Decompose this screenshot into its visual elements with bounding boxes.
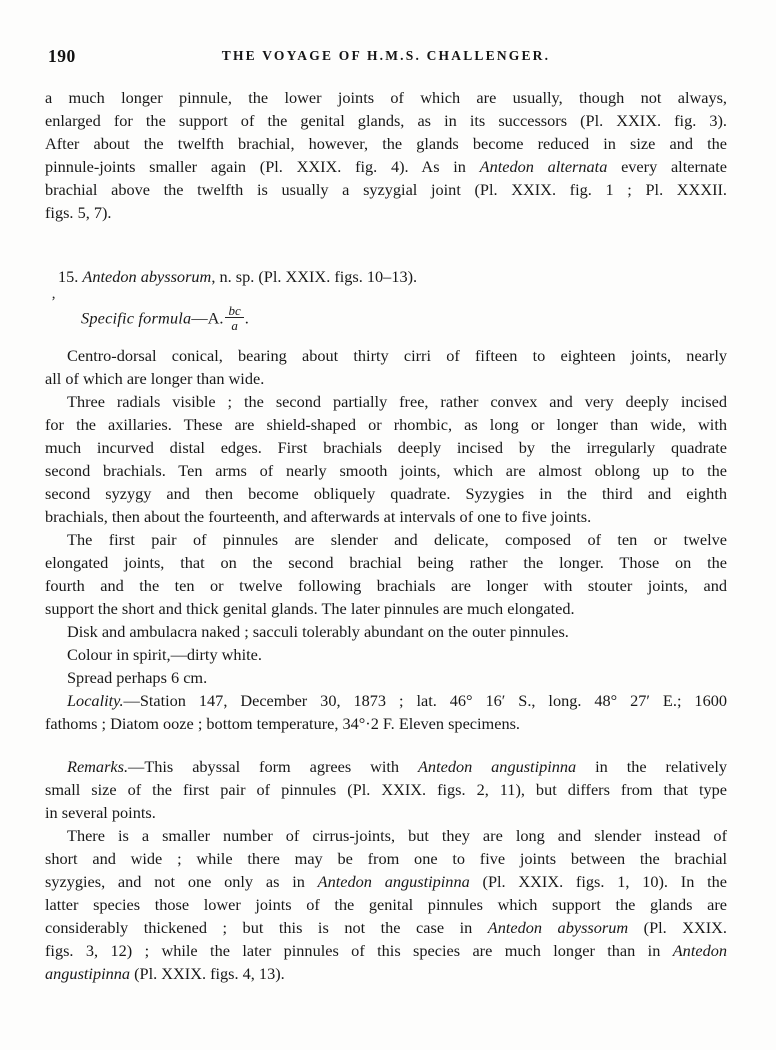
page-body-text [45, 0, 727, 985]
text-line: enlarged for the support of the genital glands, as in its successors (Pl. XXIX. fig. 3). [45, 111, 727, 130]
line-spread [45, 666, 727, 689]
species-heading [45, 265, 727, 288]
line-disk-ambulacra [45, 620, 727, 643]
text-line: figs. 3, 12) ; while the later pinnules of this species are much longer than in Antedon [45, 941, 727, 960]
text-line: Centro-dorsal conical, bearing about thirty cirri of fifteen to eighteen joints, nearly [67, 346, 727, 365]
paragraph-radials-arms [45, 390, 727, 528]
text-line: figs. 5, 7). [45, 203, 112, 222]
line-colour [45, 643, 727, 666]
specific-formula-text [81, 304, 249, 336]
paragraph-remarks [45, 755, 727, 824]
paragraph-comparison [45, 824, 727, 985]
text-line: Colour in spirit,—dirty white. [67, 645, 262, 664]
text-line: all of which are longer than wide. [45, 369, 265, 388]
text-line: Locality.—Station 147, December 30, 1873 ; lat. 46° 16′ S., long. 48° 27′ E.; 1600 [67, 691, 727, 710]
text-line: angustipinna (Pl. XXIX. figs. 4, 13). [45, 964, 285, 983]
page-number: 190 [48, 46, 76, 66]
fraction-denominator: a [225, 317, 243, 333]
fraction-numerator: bc [228, 303, 241, 318]
text-line: syzygies, and not one only as in Antedon angustipinna (Pl. XXIX. figs. 1, 10). In the [45, 872, 727, 891]
text-line: Spread perhaps 6 cm. [67, 668, 208, 687]
margin-artifact-mark: ’ [51, 294, 56, 310]
text-line: fourth and the ten or twelve following brachials are longer with stouter joints, and [45, 576, 727, 595]
text-line: elongated joints, that on the second brachial being rather the longer. Those on the [45, 553, 727, 572]
text-line: fathoms ; Diatom ooze ; bottom temperature, 34°·2 F. Eleven specimens. [45, 714, 520, 733]
text-line: pinnule-joints smaller again (Pl. XXIX. fig. 4). As in Antedon alternata every alternate [45, 157, 727, 176]
text-line: much incurved distal edges. First brachials deeply incised by the irregularly quadrate [45, 438, 727, 457]
text-line: second brachials. Ten arms of nearly smooth joints, which are almost oblong up to the [45, 461, 727, 480]
text-line: small size of the first pair of pinnules (Pl. XXIX. figs. 2, 11), but differs from that type [45, 780, 727, 799]
specific-formula [45, 290, 727, 342]
formula-period: . [244, 308, 249, 328]
text-line: The first pair of pinnules are slender and delicate, composed of ten or twelve [67, 530, 727, 549]
text-line: for the axillaries. These are shield-shaped or rhombic, as long or longer than wide, with [45, 415, 727, 434]
formula-label: Specific formula [81, 308, 192, 328]
text-line: considerably thickened ; but this is not the case in Antedon abyssorum (Pl. XXIX. [45, 918, 727, 937]
formula-connector: —A. [191, 308, 224, 328]
text-line: in several points. [45, 803, 156, 822]
text-line: brachials, then about the fourteenth, and afterwards at intervals of one to five joints. [45, 507, 592, 526]
fraction [225, 304, 243, 333]
text-line: After about the twelfth brachial, however, the glands become reduced in size and the [45, 134, 727, 153]
text-line: Three radials visible ; the second partially free, rather convex and very deeply incised [67, 392, 727, 411]
text-line: support the short and thick genital glands. The later pinnules are much elongated. [45, 599, 575, 618]
opening-paragraph [45, 86, 727, 224]
paragraph-centrodorsal [45, 344, 727, 390]
text-line: Remarks.—This abyssal form agrees with Antedon angustipinna in the relatively [67, 757, 727, 776]
text-line: short and wide ; while there may be from one to five joints between the brachial [45, 849, 727, 868]
text-line: latter species those lower joints of the genital pinnules which support the glands are [45, 895, 727, 914]
text-line: a much longer pinnule, the lower joints of which are usually, though not always, [45, 88, 727, 107]
text-line: Disk and ambulacra naked ; sacculi tolerably abundant on the outer pinnules. [67, 622, 569, 641]
running-title: THE VOYAGE OF H.M.S. CHALLENGER. [221, 48, 551, 63]
paragraph-locality [45, 689, 727, 735]
paragraph-pinnules [45, 528, 727, 620]
text-line: second syzygy and then become obliquely quadrate. Syzygies in the third and eighth [45, 484, 727, 503]
text-line: There is a smaller number of cirrus-joints, but they are long and slender instead of [67, 826, 727, 845]
text-line: brachial above the twelfth is usually a syzygial joint (Pl. XXIX. fig. 1 ; Pl. XXXII. [45, 180, 727, 199]
text-line: 15. Antedon abyssorum, n. sp. (Pl. XXIX. figs. 10–13). [58, 267, 418, 286]
